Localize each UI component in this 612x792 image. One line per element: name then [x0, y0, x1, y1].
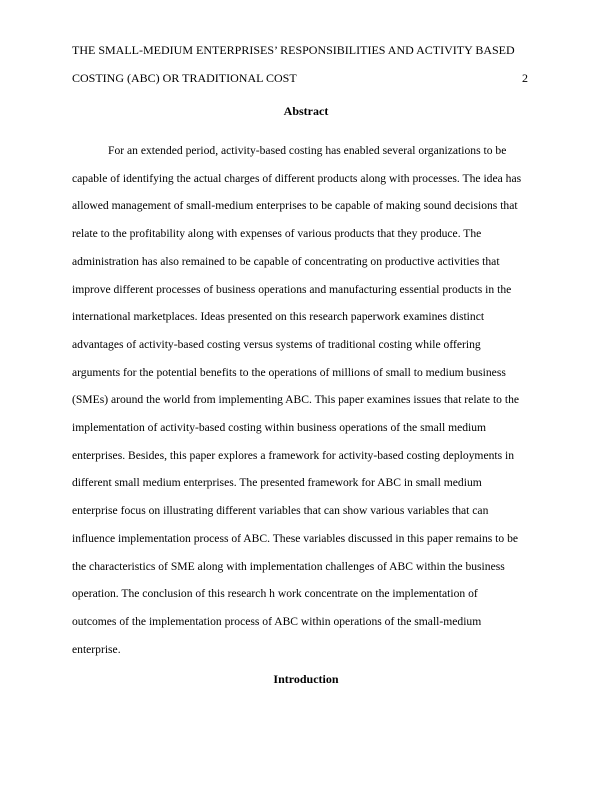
abstract-heading: Abstract [283, 104, 329, 118]
abstract-line: arguments for the potential benefits to the operations of millions of small to medium business [72, 365, 506, 379]
abstract-line: administration has also remained to be capable of concentrating on productive activities that [72, 254, 500, 268]
abstract-line: different small medium enterprises. The presented framework for ABC in small medium [72, 476, 482, 490]
abstract-line: capable of identifying the actual charges of different products along with processes. The idea has [72, 171, 522, 185]
abstract-line: improve different processes of business operations and manufacturing essential products in the [72, 282, 512, 296]
abstract-line: the characteristics of SME along with implementation challenges of ABC within the business [72, 559, 505, 573]
header-row-2 [72, 64, 540, 92]
abstract-line: enterprise focus on illustrating different variables that can show various variables that can [72, 504, 489, 518]
abstract-line: advantages of activity-based costing versus systems of traditional costing while offering [72, 337, 481, 351]
page-number: 2 [522, 71, 528, 85]
running-header [72, 36, 540, 92]
abstract-line: For an extended period, activity-based costing has enabled several organizations to be [108, 144, 507, 157]
abstract-line: outcomes of the implementation process of ABC within operations of the small-medium [72, 614, 482, 628]
header-title-line-2: COSTING (ABC) OR TRADITIONAL COST [72, 71, 297, 85]
header-title-line-1: THE SMALL-MEDIUM ENTERPRISES’ RESPONSIBILITIES AND ACTIVITY BASED [72, 43, 515, 57]
abstract-line: influence implementation process of ABC. These variables discussed in this paper remains to be [72, 531, 519, 545]
abstract-line: allowed management of small-medium enterprises to be capable of making sound decisions that [72, 199, 518, 213]
abstract-line: enterprises. Besides, this paper explores a framework for activity-based costing deployments in [72, 448, 515, 462]
abstract-line: relate to the profitability along with expenses of various products that they produce. The [72, 227, 482, 241]
abstract-line: implementation of activity-based costing within business operations of the small medium [72, 421, 487, 435]
abstract-line: international marketplaces. Ideas presented on this research paperwork examines distinct [72, 310, 485, 324]
abstract-line: enterprise. [72, 642, 121, 656]
abstract-line: (SMEs) around the world from implementing ABC. This paper examines issues that relate to the [72, 393, 520, 407]
abstract-line: operation. The conclusion of this research h work concentrate on the implementation of [72, 587, 478, 601]
introduction-heading: Introduction [273, 672, 339, 686]
abstract-paragraph [72, 137, 540, 663]
